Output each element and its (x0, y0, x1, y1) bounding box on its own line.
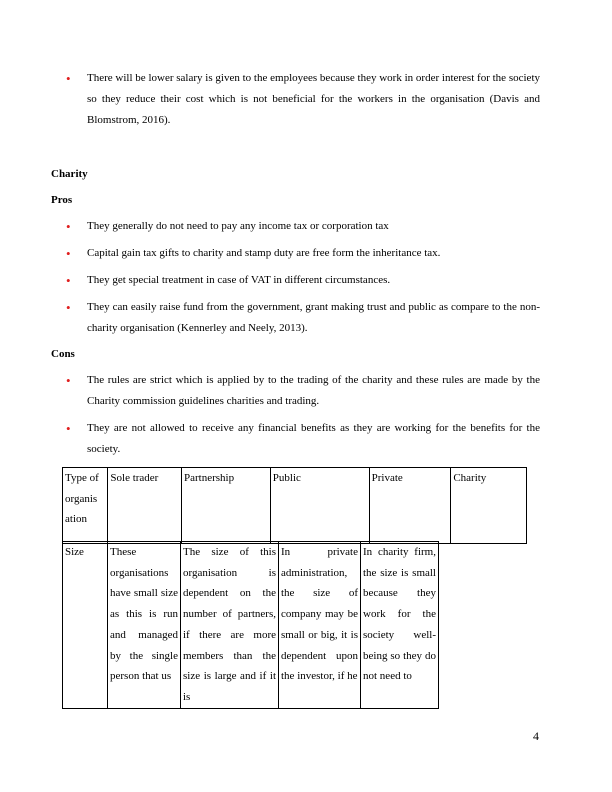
table-header-row (63, 468, 527, 544)
list-item: • They get special treatment in case of VAT in different circumstances. (66, 270, 540, 291)
table-header-cell: Private (369, 468, 451, 544)
cons-heading: Cons (51, 348, 75, 360)
list-item: • Capital gain tax gifts to charity and stamp duty are free form the inheritance tax. (66, 243, 540, 264)
bullet-icon: • (66, 219, 71, 234)
table-header-cell: Partnership (182, 468, 271, 544)
bullet-icon: • (66, 373, 71, 388)
table-cell: These organisations have small size as this is run and managed by the single person that us (108, 542, 181, 709)
table-header-cell: Public (270, 468, 369, 544)
table-cell: In private administration, the size of company may be small or big, it is dependent upon the investor, if he (279, 542, 361, 709)
bullet-icon: • (66, 300, 71, 315)
pros-heading: Pros (51, 194, 73, 206)
table-row-label: Size (63, 542, 108, 709)
list-item: • They can easily raise fund from the government, grant making trust and public as compare to the non-charity organisation (Kennerley and Neely, 2013). (66, 297, 540, 339)
table-header-cell: Type of organis ation (63, 468, 108, 544)
bullet-icon: • (66, 273, 71, 288)
charity-heading: Charity (51, 168, 88, 180)
table-row (63, 542, 439, 709)
table-header-cell: Sole trader (108, 468, 182, 544)
page-number: 4 (533, 729, 539, 743)
table-header-cell: Charity (451, 468, 527, 544)
bullet-icon: • (66, 421, 71, 436)
list-item: • The rules are strict which is applied by to the trading of the charity and these rules are made by the Charity commission guidelines charities and trading. (66, 370, 540, 412)
comparison-table-header (62, 467, 527, 544)
pros-bullet-list (66, 216, 540, 339)
table-cell: In charity firm, the size is small because they work for the society well-being so they do not need to (361, 542, 439, 709)
intro-bullet-list (66, 68, 540, 131)
table-cell: The size of this organisation is dependent on the number of partners, if there are more members than the size is large and if it is (181, 542, 279, 709)
cons-bullet-list (66, 370, 540, 460)
list-item: • There will be lower salary is given to the employees because they work in order interest for the society so they reduce their cost which is not beneficial for the workers in the organisation (Davis and Blomstrom, 2016). (66, 68, 540, 131)
comparison-table-body (62, 541, 439, 709)
list-item: • They are not allowed to receive any financial benefits as they are working for the benefits for the society. (66, 418, 540, 460)
list-item: • They generally do not need to pay any income tax or corporation tax (66, 216, 540, 237)
bullet-icon: • (66, 71, 71, 86)
bullet-icon: • (66, 246, 71, 261)
